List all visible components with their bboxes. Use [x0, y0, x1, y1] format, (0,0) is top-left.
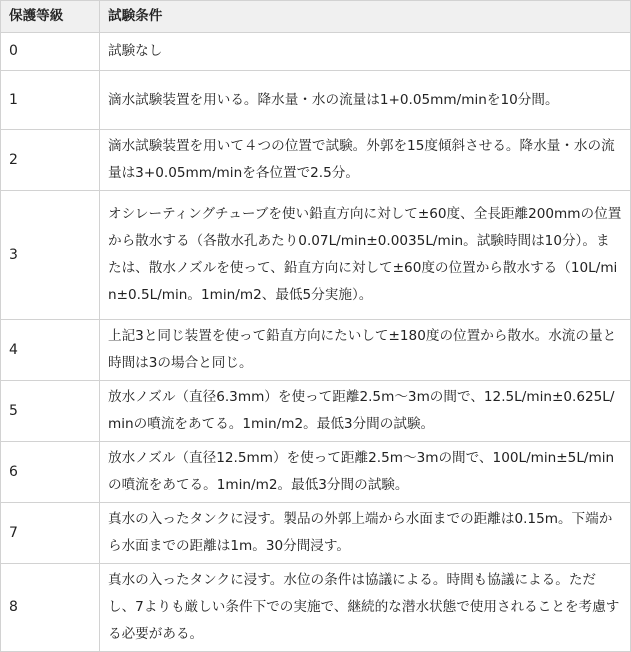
- table-row: [1, 33, 631, 71]
- grade-cell: 3: [1, 191, 100, 320]
- condition-cell: 試験なし: [100, 33, 631, 71]
- table-header-row: [1, 1, 631, 33]
- condition-cell: オシレーティングチューブを使い鉛直方向に対して±60度、全長距離200mmの位置から散水する（各散水孔あたり0.07L/min±0.0035L/min。試験時間は10分）。または、散水ノズルを使って、鉛直方向に対して±60度の位置から散水する（10L/min±0.5L/min。1min/m2、最低5分実施）。: [100, 191, 631, 320]
- grade-cell: 4: [1, 320, 100, 381]
- table-row: [1, 564, 631, 652]
- condition-cell: 放水ノズル（直径6.3mm）を使って距離2.5m〜3mの間で、12.5L/min±0.625L/minの噴流をあてる。1min/m2。最低3分間の試験。: [100, 381, 631, 442]
- condition-cell: 滴水試験装置を用いて４つの位置で試験。外郭を15度傾斜させる。降水量・水の流量は3+0.05mm/minを各位置で2.5分。: [100, 130, 631, 191]
- grade-cell: 7: [1, 503, 100, 564]
- grade-cell: 8: [1, 564, 100, 652]
- table-row: [1, 442, 631, 503]
- condition-cell: 真水の入ったタンクに浸す。製品の外郭上端から水面までの距離は0.15m。下端から水面までの距離は1m。30分間浸す。: [100, 503, 631, 564]
- header-test-conditions: 試験条件: [100, 1, 631, 33]
- condition-cell: 放水ノズル（直径12.5mm）を使って距離2.5m〜3mの間で、100L/min±5L/minの噴流をあてる。1min/m2。最低3分間の試験。: [100, 442, 631, 503]
- table-row: [1, 381, 631, 442]
- grade-cell: 5: [1, 381, 100, 442]
- grade-cell: 2: [1, 130, 100, 191]
- table-row: [1, 71, 631, 130]
- table-row: [1, 320, 631, 381]
- grade-cell: 0: [1, 33, 100, 71]
- condition-cell: 上記3と同じ装置を使って鉛直方向にたいして±180度の位置から散水。水流の量と時間は3の場合と同じ。: [100, 320, 631, 381]
- grade-cell: 1: [1, 71, 100, 130]
- table-row: [1, 191, 631, 320]
- table-row: [1, 130, 631, 191]
- condition-cell: 真水の入ったタンクに浸す。水位の条件は協議による。時間も協議による。ただし、7よりも厳しい条件下での実施で、継続的な潜水状態で使用されることを考慮する必要がある。: [100, 564, 631, 652]
- grade-cell: 6: [1, 442, 100, 503]
- condition-cell: 滴水試験装置を用いる。降水量・水の流量は1+0.05mm/minを10分間。: [100, 71, 631, 130]
- header-protection-grade: 保護等級: [1, 1, 100, 33]
- table-row: [1, 503, 631, 564]
